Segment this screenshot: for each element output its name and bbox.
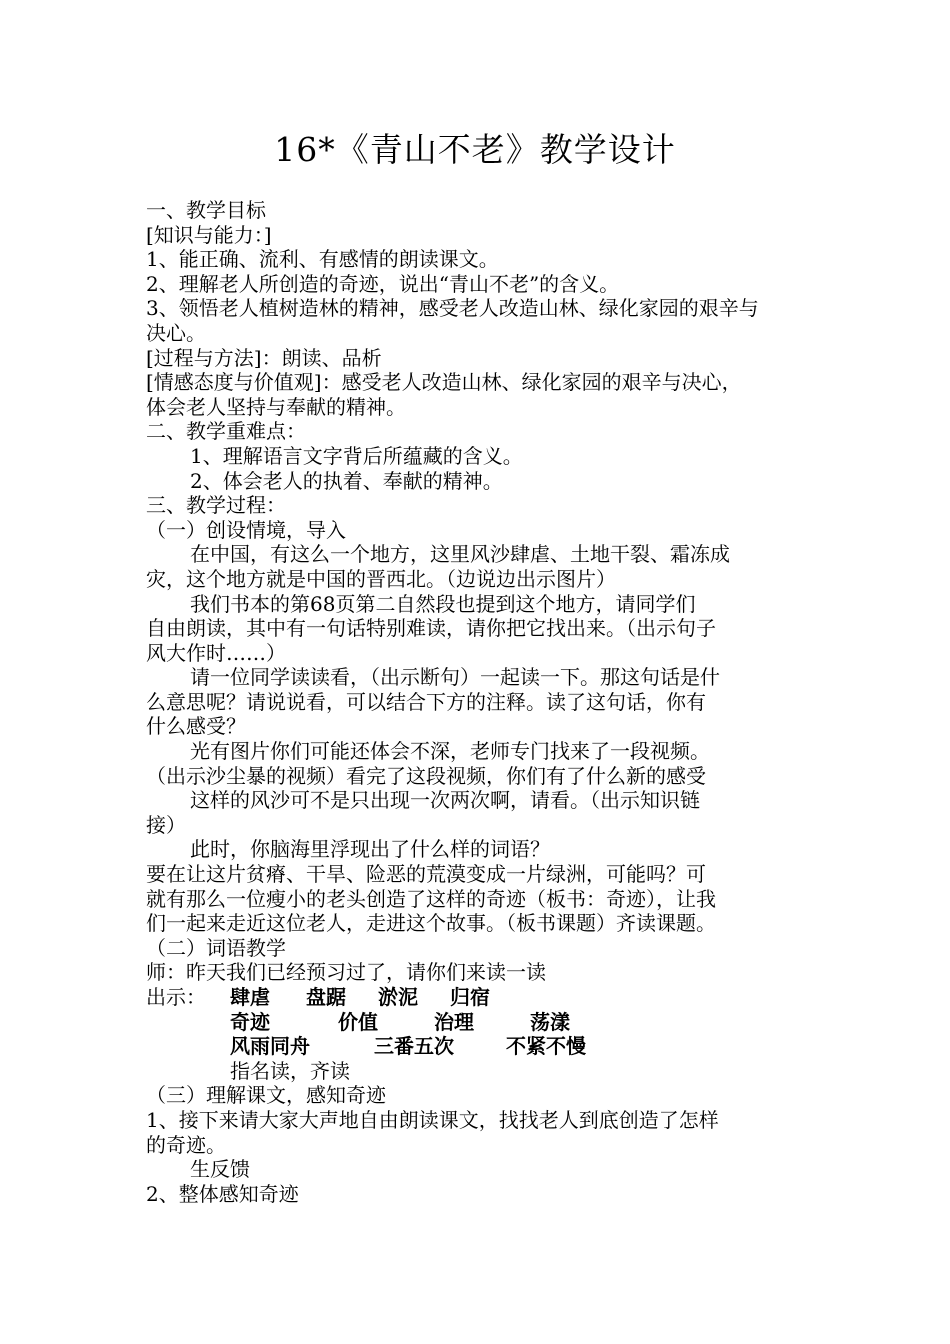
paragraph-line: 的奇迹。 bbox=[146, 1132, 226, 1157]
paragraph-line: 在中国，有这么一个地方，这里风沙肆虐、土地干裂、霜冻成 bbox=[190, 542, 730, 567]
paragraph-line: 么意思呢？请说说看，可以结合下方的注释。读了这句话，你有 bbox=[146, 689, 706, 714]
subheading: （一）创设情境，导入 bbox=[146, 517, 346, 542]
paragraph-line: 灾，这个地方就是中国的晋西北。（边说边出示图片） bbox=[146, 566, 616, 591]
subheading: （三）理解课文，感知奇迹 bbox=[146, 1083, 386, 1108]
paragraph-line: 要在让这片贫瘠、干旱、险恶的荒漠变成一片绿洲，可能吗？可 bbox=[146, 862, 706, 887]
paragraph-line: 1、理解语言文字背后所蕴藏的含义。 bbox=[190, 443, 523, 468]
document-body bbox=[146, 198, 810, 1206]
paragraph-line: 1、接下来请大家大声地自由朗读课文，找找老人到底创造了怎样 bbox=[146, 1107, 719, 1132]
show-label: 出示： bbox=[146, 985, 206, 1009]
paragraph-line: 什么感受？ bbox=[146, 714, 246, 739]
document-title: 16*《青山不老》教学设计 bbox=[274, 130, 676, 169]
paragraph-line: 这样的风沙可不是只出现一次两次啊，请看。（出示知识链 bbox=[190, 788, 700, 813]
vocab-word: 淤泥 bbox=[378, 985, 418, 1009]
paragraph-line: 我们书本的第68页第二自然段也提到这个地方，请同学们 bbox=[190, 591, 696, 616]
vocab-word: 价值 bbox=[338, 1009, 378, 1034]
paragraph-line: 此时，你脑海里浮现出了什么样的词语？ bbox=[190, 837, 550, 862]
paragraph-line: 风大作时……） bbox=[146, 640, 286, 665]
paragraph-line: （出示沙尘暴的视频）看完了这段视频，你们有了什么新的感受 bbox=[146, 763, 706, 788]
vocabulary-row-3 bbox=[146, 1034, 810, 1059]
vocab-word: 荡漾 bbox=[530, 1009, 570, 1034]
paragraph-line: 请一位同学读读看，（出示断句）一起读一下。那这句话是什 bbox=[190, 665, 720, 690]
paragraph-line: 光有图片你们可能还体会不深，老师专门找来了一段视频。 bbox=[190, 739, 710, 764]
vocab-word: 归宿 bbox=[450, 985, 490, 1009]
vocabulary-row-2 bbox=[146, 1010, 810, 1035]
paragraph-line: [情感态度与价值观]：感受老人改造山林、绿化家园的艰辛与决心， bbox=[146, 370, 742, 395]
paragraph-line: 决心。 bbox=[146, 320, 206, 345]
paragraph-line: 自由朗读，其中有一句话特别难读，请你把它找出来。（出示句子 bbox=[146, 616, 716, 641]
vocab-word: 不紧不慢 bbox=[506, 1034, 586, 1059]
paragraph-line: 接） bbox=[146, 812, 186, 837]
vocab-word: 肆虐 bbox=[230, 985, 270, 1009]
paragraph-line: 们一起来走近这位老人，走进这个故事。（板书课题）齐读课题。 bbox=[146, 911, 716, 936]
paragraph-line: 2、理解老人所创造的奇迹，说出“青山不老”的含义。 bbox=[146, 271, 620, 296]
vocab-word: 治理 bbox=[434, 1009, 474, 1034]
subheading: （二）词语教学 bbox=[146, 935, 286, 960]
section-heading: 二、教学重难点： bbox=[146, 419, 306, 444]
vocab-word: 风雨同舟 bbox=[230, 1034, 310, 1059]
vocab-word: 盘踞 bbox=[306, 985, 346, 1009]
section-heading: 一、教学目标 bbox=[146, 198, 266, 222]
paragraph-line: 就有那么一位瘦小的老头创造了这样的奇迹（板书：奇迹），让我 bbox=[146, 886, 716, 911]
subheading: [过程与方法]：朗读、品析 bbox=[146, 345, 382, 370]
vocabulary-row-1 bbox=[146, 985, 810, 1010]
paragraph-line: 2、整体感知奇迹 bbox=[146, 1181, 299, 1206]
vocab-word: 三番五次 bbox=[374, 1034, 454, 1059]
paragraph-line: 生反馈 bbox=[190, 1157, 250, 1182]
vocab-word: 奇迹 bbox=[230, 1009, 270, 1034]
paragraph-line: 师：昨天我们已经预习过了，请你们来读一读 bbox=[146, 960, 546, 985]
paragraph-line: 体会老人坚持与奉献的精神。 bbox=[146, 394, 406, 419]
section-heading: 三、教学过程： bbox=[146, 493, 286, 518]
paragraph-line: 指名读，齐读 bbox=[230, 1058, 350, 1083]
paragraph-line: 3、领悟老人植树造林的精神，感受老人改造山林、绿化家园的艰辛与 bbox=[146, 296, 759, 321]
paragraph-line: 1、能正确、流利、有感情的朗读课文。 bbox=[146, 247, 499, 272]
paragraph-line: 2、体会老人的执着、奉献的精神。 bbox=[190, 468, 503, 493]
subheading: [知识与能力：] bbox=[146, 222, 272, 247]
